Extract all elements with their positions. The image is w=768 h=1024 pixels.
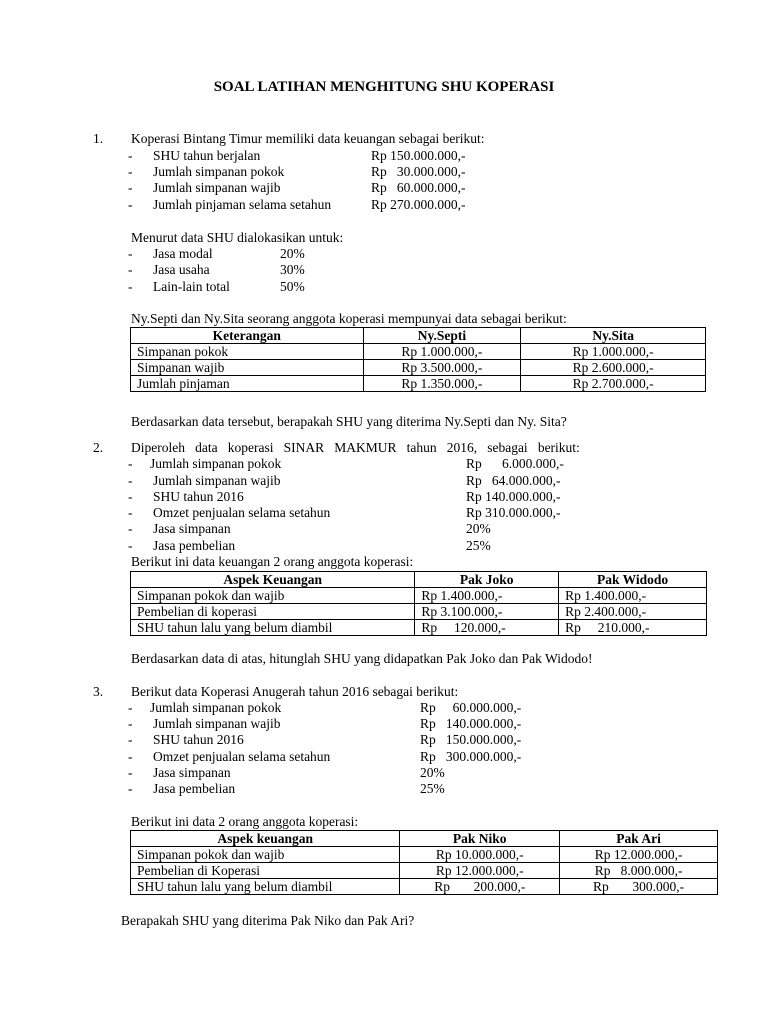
list-dash: - bbox=[128, 197, 133, 212]
list-item-value: 25% bbox=[466, 538, 491, 553]
list-item-value: Rp 60.000.000,- bbox=[420, 700, 522, 715]
table-cell: Simpanan wajib bbox=[131, 360, 364, 376]
question-text: Berdasarkan data di atas, hitunglah SHU yang didapatkan Pak Joko dan Pak Widodo! bbox=[131, 651, 593, 666]
list-item-value: 50% bbox=[280, 279, 305, 294]
table-cell: Rp 1.000.000,- bbox=[521, 344, 706, 360]
table-cell: Rp 8.000.000,- bbox=[560, 863, 718, 879]
table-header-row bbox=[131, 831, 718, 847]
list-dash: - bbox=[128, 246, 133, 261]
table-cell: Rp 200.000,- bbox=[400, 879, 560, 895]
question-text: Berapakah SHU yang diterima Pak Niko dan Pak Ari? bbox=[121, 913, 415, 928]
list-item-label: Jumlah simpanan wajib bbox=[153, 180, 281, 195]
table-cell: Rp 12.000.000,- bbox=[560, 847, 718, 863]
list-dash: - bbox=[128, 700, 133, 715]
list-dash: - bbox=[128, 180, 133, 195]
member-table bbox=[130, 830, 718, 895]
table-header-row bbox=[131, 572, 707, 588]
member-table bbox=[130, 571, 707, 636]
list-dash: - bbox=[128, 765, 133, 780]
list-item-value: Rp 30.000.000,- bbox=[371, 164, 466, 179]
list-item-label: Jasa pembelian bbox=[153, 538, 236, 553]
table-cell: Rp 3.500.000,- bbox=[363, 360, 521, 376]
list-item-label: Omzet penjualan selama setahun bbox=[153, 749, 331, 764]
table-cell: Jumlah pinjaman bbox=[131, 376, 364, 392]
table-header: Pak Niko bbox=[400, 831, 560, 847]
table-cell: SHU tahun lalu yang belum diambil bbox=[131, 620, 415, 636]
list-dash: - bbox=[128, 473, 133, 488]
list-item-value: Rp 310.000.000,- bbox=[466, 505, 561, 520]
list-item-value: Rp 270.000.000,- bbox=[371, 197, 466, 212]
list-item-value: Rp 150.000.000,- bbox=[371, 148, 466, 163]
table-header: Ny.Sita bbox=[521, 328, 706, 344]
list-item-value: 20% bbox=[466, 521, 491, 536]
list-item-label: Jasa simpanan bbox=[153, 521, 231, 536]
table-row bbox=[131, 604, 707, 620]
table-row bbox=[131, 620, 707, 636]
list-dash: - bbox=[128, 148, 133, 163]
list-dash: - bbox=[128, 538, 133, 553]
list-item-label: Jasa pembelian bbox=[153, 781, 236, 796]
list-item-value: 20% bbox=[420, 765, 445, 780]
table-cell: Rp 2.400.000,- bbox=[559, 604, 707, 620]
table-header: Pak Widodo bbox=[559, 572, 707, 588]
table-cell: Rp 1.400.000,- bbox=[559, 588, 707, 604]
list-item-label: Jumlah simpanan wajib bbox=[153, 473, 281, 488]
table-intro: Berikut ini data keuangan 2 orang anggota koperasi: bbox=[131, 554, 414, 569]
table-row bbox=[131, 360, 706, 376]
list-item-value: Rp 140.000.000,- bbox=[420, 716, 522, 731]
table-header: Pak Ari bbox=[560, 831, 718, 847]
list-item-value: 30% bbox=[280, 262, 305, 277]
table-cell: SHU tahun lalu yang belum diambil bbox=[131, 879, 400, 895]
table-cell: Rp 12.000.000,- bbox=[400, 863, 560, 879]
table-cell: Rp 2.700.000,- bbox=[521, 376, 706, 392]
allocation-intro: Menurut data SHU dialokasikan untuk: bbox=[131, 230, 344, 245]
table-cell: Pembelian di koperasi bbox=[131, 604, 415, 620]
list-item-label: Lain-lain total bbox=[153, 279, 230, 294]
list-dash: - bbox=[128, 262, 133, 277]
question-intro: Berikut data Koperasi Anugerah tahun 2016 sebagai berikut: bbox=[131, 684, 459, 699]
list-dash: - bbox=[128, 781, 133, 796]
list-dash: - bbox=[128, 456, 133, 471]
page-title: SOAL LATIHAN MENGHITUNG SHU KOPERASI bbox=[213, 79, 555, 95]
member-table bbox=[130, 327, 706, 392]
list-dash: - bbox=[128, 749, 133, 764]
table-cell: Simpanan pokok bbox=[131, 344, 364, 360]
list-item-label: SHU tahun 2016 bbox=[153, 489, 244, 504]
table-header: Aspek keuangan bbox=[131, 831, 400, 847]
table-cell: Rp 2.600.000,- bbox=[521, 360, 706, 376]
table-cell: Rp 3.100.000,- bbox=[415, 604, 559, 620]
table-cell: Rp 210.000,- bbox=[559, 620, 707, 636]
list-item-label: Jumlah simpanan pokok bbox=[153, 164, 285, 179]
list-item-value: Rp 6.000.000,- bbox=[466, 456, 564, 471]
question-number: 1. bbox=[93, 131, 104, 146]
list-item-label: Jumlah simpanan pokok bbox=[150, 456, 282, 471]
table-header: Aspek Keuangan bbox=[131, 572, 415, 588]
table-cell: Pembelian di Koperasi bbox=[131, 863, 400, 879]
list-item-label: Jasa modal bbox=[153, 246, 213, 261]
list-item-label: Jumlah simpanan pokok bbox=[150, 700, 282, 715]
table-header: Pak Joko bbox=[415, 572, 559, 588]
question-number: 3. bbox=[93, 684, 104, 699]
question-intro: Diperoleh data koperasi SINAR MAKMUR tahun 2016, sebagai berikut: bbox=[131, 440, 580, 455]
list-item-label: Jumlah simpanan wajib bbox=[153, 716, 281, 731]
table-row bbox=[131, 847, 718, 863]
list-dash: - bbox=[128, 521, 133, 536]
list-dash: - bbox=[128, 716, 133, 731]
question-number: 2. bbox=[93, 440, 104, 455]
table-cell: Simpanan pokok dan wajib bbox=[131, 588, 415, 604]
list-dash: - bbox=[128, 505, 133, 520]
table-header: Ny.Septi bbox=[363, 328, 521, 344]
list-item-value: 20% bbox=[280, 246, 305, 261]
list-item-value: Rp 150.000.000,- bbox=[420, 732, 522, 747]
list-item-value: 25% bbox=[420, 781, 445, 796]
table-cell: Rp 300.000,- bbox=[560, 879, 718, 895]
list-item-value: Rp 300.000.000,- bbox=[420, 749, 522, 764]
list-dash: - bbox=[128, 279, 133, 294]
table-cell: Rp 120.000,- bbox=[415, 620, 559, 636]
table-row bbox=[131, 588, 707, 604]
question-intro: Koperasi Bintang Timur memiliki data keuangan sebagai berikut: bbox=[131, 131, 485, 146]
list-item-label: Omzet penjualan selama setahun bbox=[153, 505, 331, 520]
table-header: Keterangan bbox=[131, 328, 364, 344]
table-cell: Rp 1.350.000,- bbox=[363, 376, 521, 392]
list-item-value: Rp 60.000.000,- bbox=[371, 180, 466, 195]
list-item-value: Rp 64.000.000,- bbox=[466, 473, 561, 488]
list-item-label: Jumlah pinjaman selama setahun bbox=[153, 197, 332, 212]
list-item-value: Rp 140.000.000,- bbox=[466, 489, 561, 504]
list-dash: - bbox=[128, 489, 133, 504]
table-row bbox=[131, 344, 706, 360]
table-row bbox=[131, 879, 718, 895]
list-dash: - bbox=[128, 164, 133, 179]
table-header-row bbox=[131, 328, 706, 344]
table-cell: Rp 1.400.000,- bbox=[415, 588, 559, 604]
list-item-label: Jasa simpanan bbox=[153, 765, 231, 780]
table-intro: Berikut ini data 2 orang anggota koperasi: bbox=[131, 814, 359, 829]
table-cell: Rp 10.000.000,- bbox=[400, 847, 560, 863]
table-row bbox=[131, 863, 718, 879]
table-cell: Simpanan pokok dan wajib bbox=[131, 847, 400, 863]
list-item-label: SHU tahun 2016 bbox=[153, 732, 244, 747]
table-cell: Rp 1.000.000,- bbox=[363, 344, 521, 360]
list-item-label: Jasa usaha bbox=[153, 262, 210, 277]
list-item-label: SHU tahun berjalan bbox=[153, 148, 261, 163]
list-dash: - bbox=[128, 732, 133, 747]
table-intro: Ny.Septi dan Ny.Sita seorang anggota koperasi mempunyai data sebagai berikut: bbox=[131, 311, 567, 326]
question-text: Berdasarkan data tersebut, berapakah SHU yang diterima Ny.Septi dan Ny. Sita? bbox=[131, 414, 567, 429]
table-row bbox=[131, 376, 706, 392]
